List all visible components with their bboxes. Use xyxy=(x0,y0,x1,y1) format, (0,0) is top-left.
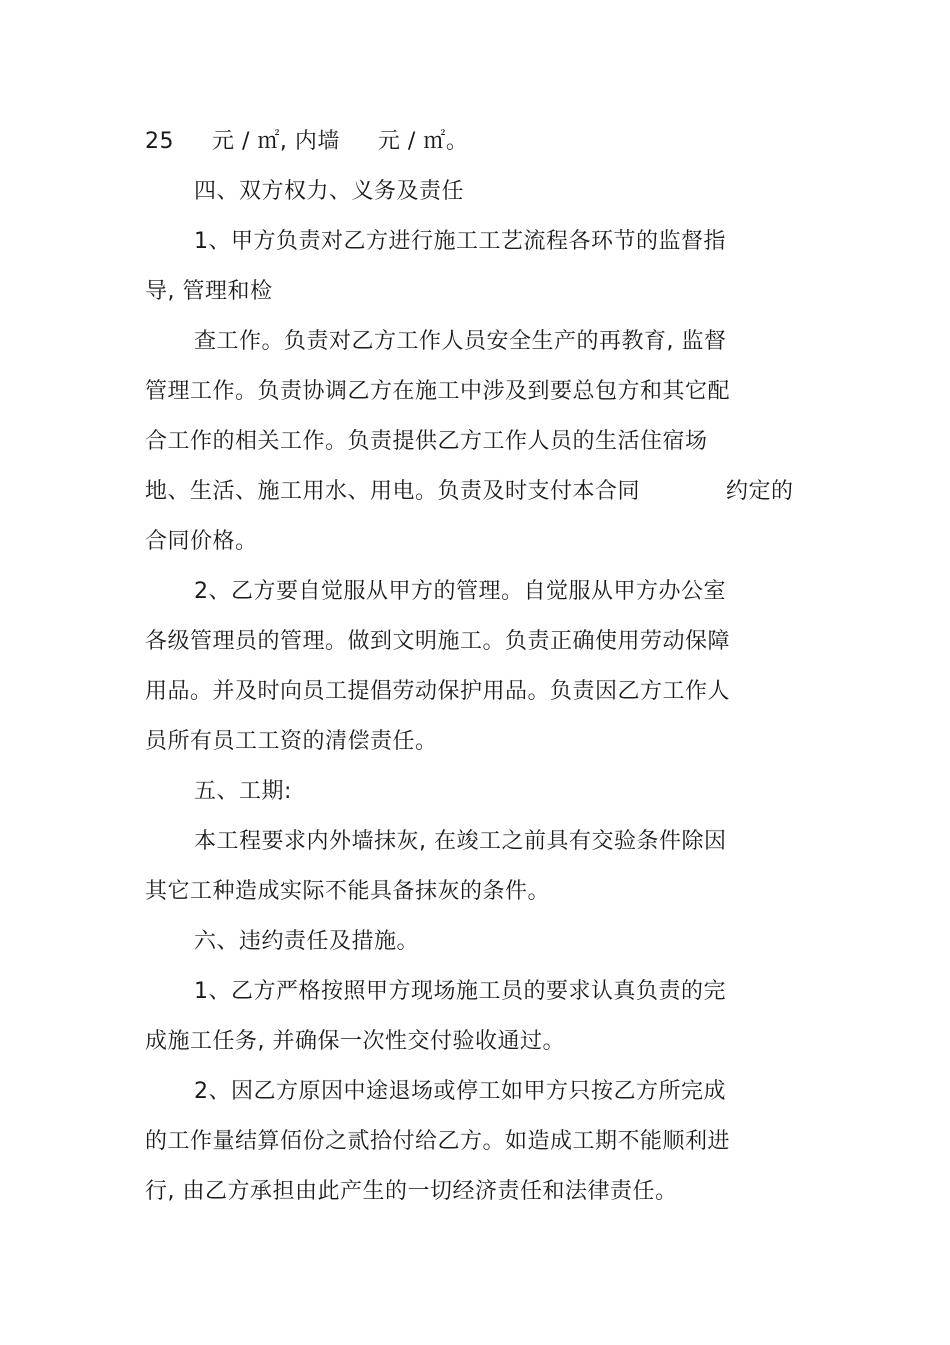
inner-wall-label: , 内墙 xyxy=(279,129,340,154)
price-unit-inner: 元 / ㎡ xyxy=(377,129,446,154)
paragraph-line xyxy=(145,477,794,507)
section-heading-schedule: 五、工期: xyxy=(194,779,292,804)
paragraph-line: 1、甲方负责对乙方进行施工工艺流程各环节的监督指 xyxy=(194,229,726,254)
price-number: 25 xyxy=(145,129,174,154)
paragraph-line: 用品。并及时向员工提倡劳动保护用品。负责因乙方工作人 xyxy=(145,679,731,704)
paragraph-line: 导, 管理和检 xyxy=(145,279,273,304)
price-line xyxy=(145,127,468,157)
paragraph-line: 员所有员工工资的清偿责任。 xyxy=(145,729,438,754)
paragraph-line: 2、因乙方原因中途退场或停工如甲方只按乙方所完成 xyxy=(194,1079,726,1104)
paragraph-line: 其它工种造成实际不能具备抹灰的条件。 xyxy=(145,879,551,904)
price-line-end: 。 xyxy=(445,129,469,154)
section-heading-breach: 六、违约责任及措施。 xyxy=(194,929,420,954)
paragraph-line: 1、乙方严格按照甲方现场施工员的要求认真负责的完 xyxy=(194,979,726,1004)
paragraph-line: 各级管理员的管理。做到文明施工。负责正确使用劳动保障 xyxy=(145,629,731,654)
paragraph-line-right: 约定的 xyxy=(726,479,794,504)
paragraph-line-left: 地、生活、施工用水、用电。负责及时支付本合同 xyxy=(145,479,641,504)
paragraph-line: 本工程要求内外墙抹灰, 在竣工之前具有交验条件除因 xyxy=(194,829,727,854)
paragraph-line: 查工作。负责对乙方工作人员安全生产的再教育, 监督 xyxy=(194,329,727,354)
paragraph-line: 2、乙方要自觉服从甲方的管理。自觉服从甲方办公室 xyxy=(194,579,726,604)
paragraph-line: 合工作的相关工作。负责提供乙方工作人员的生活住宿场 xyxy=(145,429,708,454)
price-unit-outer: 元 / ㎡ xyxy=(212,129,280,154)
paragraph-line: 管理工作。负责协调乙方在施工中涉及到要总包方和其它配 xyxy=(145,379,731,404)
paragraph-line: 行, 由乙方承担由此产生的一切经济责任和法律责任。 xyxy=(145,1179,678,1204)
section-heading-rights: 四、双方权力、义务及责任 xyxy=(194,179,465,204)
paragraph-line: 成施工任务, 并确保一次性交付验收通过。 xyxy=(145,1029,565,1054)
paragraph-line: 的工作量结算佰份之贰拾付给乙方。如造成工期不能顺利进 xyxy=(145,1129,731,1154)
paragraph-line: 合同价格。 xyxy=(145,529,258,554)
